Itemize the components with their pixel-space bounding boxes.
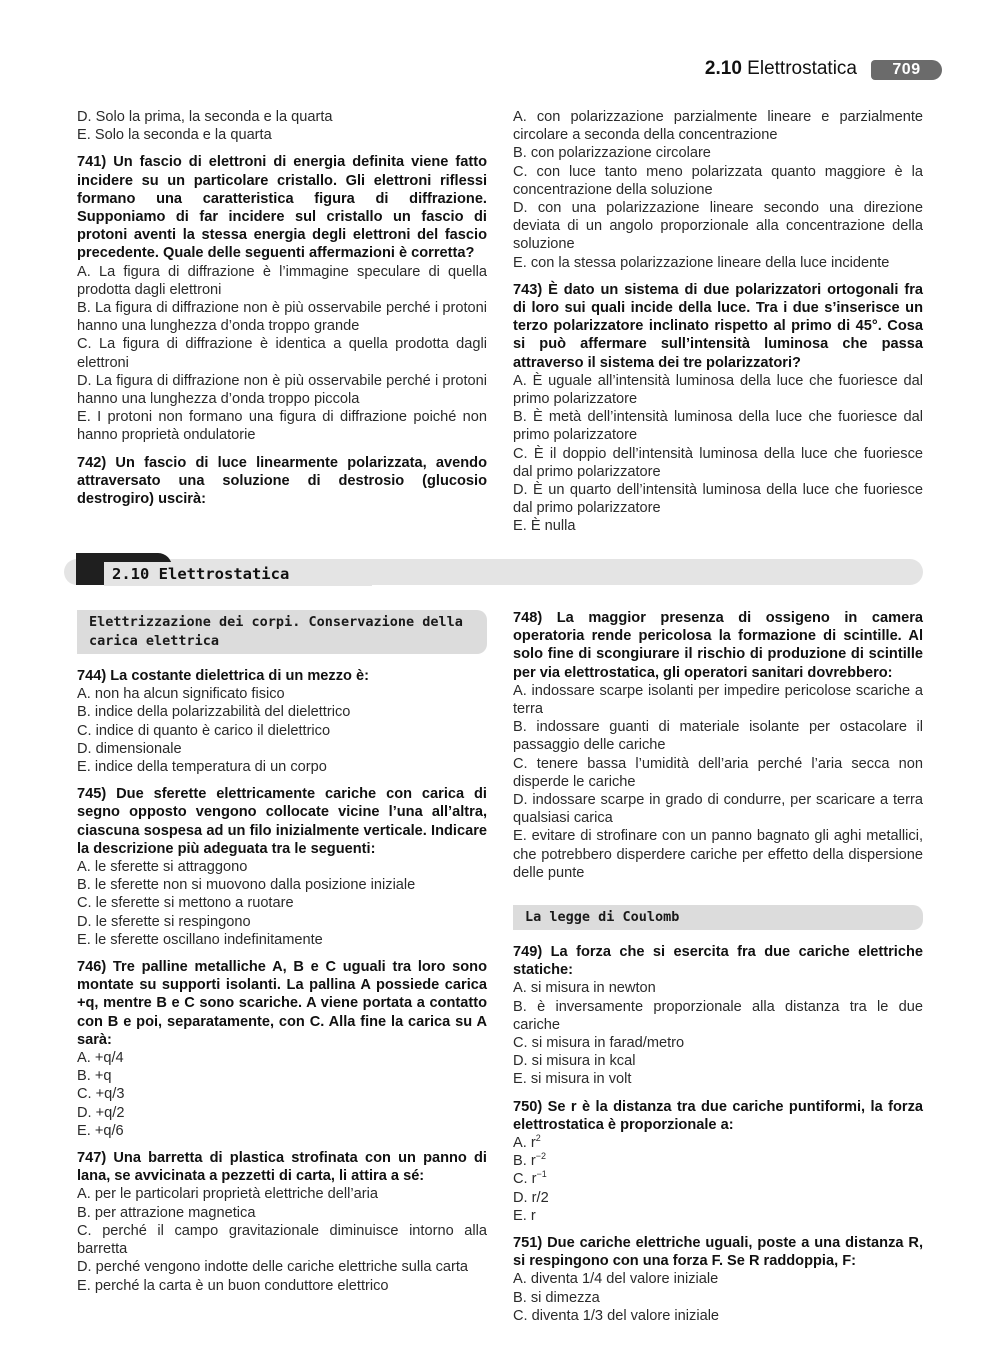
question-text — [77, 785, 487, 858]
item-text: B. indice della polarizzabilità del dielettrico — [77, 704, 351, 721]
item-text: C. perché il campo gravitazionale diminuisce intorno alla barretta — [77, 1222, 487, 1258]
answer-option — [77, 913, 487, 931]
item-text: A. non ha alcun significato fisico — [77, 686, 285, 703]
answer-option — [513, 1070, 923, 1088]
item-text: B. si dimezza — [513, 1289, 600, 1306]
answer-option — [513, 254, 923, 272]
item-text: E. indice della temperatura di un corpo — [77, 759, 327, 776]
question-text — [77, 1149, 487, 1185]
item-text: 745) Due sferette elettricamente cariche con carica di segno opposto vengono collocate vicine l’una all’altra, ciascuna sospesa ad un filo inizialmente verticale. Indicare la descrizione più adeguata tra le seguenti: — [77, 786, 487, 857]
item-text: B. con polarizzazione circolare — [513, 145, 711, 162]
question-text — [77, 153, 487, 262]
item-text: E. le sferette oscillano indefinitamente — [77, 931, 323, 948]
answer-option — [513, 682, 923, 718]
item-text: C. La figura di diffrazione è identica a quella prodotta dagli elettroni — [77, 336, 487, 371]
answer-option — [77, 1122, 487, 1140]
answer-option — [77, 685, 487, 703]
item-text: D. Solo la prima, la seconda e la quarta — [77, 109, 333, 125]
item-text: D. con una polarizzazione lineare secondo una direzione deviata di un angolo proporzionale alla concentrazione della soluzione — [513, 200, 923, 253]
answer-option — [77, 372, 487, 408]
answer-option — [77, 126, 487, 144]
item-text: B. le sferette non si muovono dalla posizione iniziale — [77, 877, 416, 894]
answer-option — [77, 1049, 487, 1067]
answer-option — [513, 755, 923, 791]
item-text: C. si misura in farad/metro — [513, 1035, 685, 1052]
question-text — [77, 454, 487, 509]
answer-option — [77, 263, 487, 299]
answer-option — [77, 931, 487, 949]
item-text: B. è inversamente proporzionale alla distanza tra le due cariche — [513, 998, 923, 1033]
item-text: C. indice di quanto è carico il dielettrico — [77, 722, 331, 739]
answer-option — [77, 740, 487, 758]
item-text: A. le sferette si attraggono — [77, 859, 248, 876]
answer-option — [513, 144, 923, 162]
item-text: B. La figura di diffrazione non è più osservabile perché i protoni hanno una lunghezza d’onda troppo grande — [77, 300, 487, 335]
item-text: A. r — [513, 1135, 536, 1152]
item-text: 749) La forza che si esercita fra due cariche elettriche statiche: — [513, 944, 923, 979]
item-text: E. +q/6 — [77, 1122, 124, 1139]
subsection-heading-electrification: Elettrizzazione dei corpi. Conservazione della carica elettrica — [77, 610, 487, 654]
spacer — [513, 272, 923, 281]
running-header-title — [705, 58, 857, 80]
answer-option — [513, 1189, 923, 1207]
item-text: A. diventa 1/4 del valore iniziale — [513, 1271, 719, 1288]
answer-option — [513, 1207, 923, 1225]
item-text: E. Solo la seconda e la quarta — [77, 127, 272, 144]
item-text: B. indossare guanti di materiale isolante per ostacolare il passaggio delle cariche — [513, 719, 923, 754]
answer-option — [513, 199, 923, 254]
spacer — [77, 1140, 487, 1149]
answer-option — [513, 1270, 923, 1288]
item-text: D. r/2 — [513, 1189, 549, 1206]
answer-option — [513, 163, 923, 199]
item-text: C. r — [513, 1171, 537, 1188]
item-text: C. +q/3 — [77, 1086, 125, 1103]
spacer — [77, 445, 487, 454]
item-text: B. È metà dell’intensità luminosa della luce che fuoriesce dal primo polarizzatore — [513, 409, 923, 444]
answer-option — [77, 1222, 487, 1258]
item-text: E. perché la carta è un buon conduttore elettrico — [77, 1277, 389, 1294]
answer-option — [513, 1134, 923, 1152]
right-column-bottom-a — [513, 609, 923, 882]
answer-option — [513, 372, 923, 408]
item-text: A. È uguale all’intensità luminosa della luce che fuoriesce dal primo polarizzatore — [513, 372, 923, 408]
item-text: 742) Un fascio di luce linearmente polarizzata, avendo attraversato una soluzione di destrosio (glucosio destrogiro) uscirà: — [77, 454, 487, 508]
question-text — [77, 958, 487, 1049]
answer-option — [513, 1307, 923, 1325]
question-text — [513, 1098, 923, 1134]
answer-option — [513, 481, 923, 517]
answer-option — [513, 1170, 923, 1188]
exponent: 2 — [535, 1133, 541, 1144]
answer-option — [77, 1104, 487, 1122]
answer-option — [77, 1277, 487, 1295]
item-text: D. perché vengono indotte delle cariche elettriche sulla carta — [77, 1259, 469, 1276]
answer-option — [513, 1289, 923, 1307]
item-text: D. le sferette si respingono — [77, 913, 251, 930]
page-number: 709 — [871, 60, 942, 80]
right-column-bottom-b — [513, 943, 923, 1325]
answer-option — [77, 722, 487, 740]
answer-option — [77, 876, 487, 894]
right-column-top — [513, 108, 923, 536]
question-text — [77, 667, 487, 685]
answer-option — [513, 108, 923, 144]
spacer — [513, 1089, 923, 1098]
answer-option — [513, 445, 923, 481]
spacer — [77, 144, 487, 153]
answer-option — [77, 1204, 487, 1222]
item-text: D. +q/2 — [77, 1104, 125, 1121]
answer-option — [77, 108, 487, 126]
item-text: D. dimensionale — [77, 740, 182, 757]
answer-option — [77, 335, 487, 371]
question-text — [513, 281, 923, 372]
header-section-title: Elettrostatica — [747, 58, 857, 79]
exponent: −1 — [536, 1169, 547, 1180]
left-column-bottom — [77, 667, 487, 1295]
item-text: E. evitare di strofinare con un panno bagnato gli aghi metallici, che potrebbero disperdere cariche per effetto della dispersione delle punte — [513, 828, 923, 881]
item-text: A. La figura di diffrazione è l’immagine speculare di quella prodotta dagli elettroni — [77, 263, 487, 298]
question-text — [513, 609, 923, 682]
item-text: A. si misura in newton — [513, 980, 656, 997]
spacer — [77, 776, 487, 785]
spacer — [513, 1225, 923, 1234]
answer-option — [77, 758, 487, 776]
item-text: 748) La maggior presenza di ossigeno in camera operatoria rende pericolosa la formazione di scintille. Al solo fine di scongiurare il rischio di produzione di scintille per via elettrostatica, gli operatori sanitari dovrebbero: — [513, 610, 923, 681]
exponent: −2 — [535, 1151, 546, 1162]
item-text: E. È nulla — [513, 518, 576, 535]
answer-option — [513, 408, 923, 444]
answer-option — [77, 1085, 487, 1103]
item-text: D. si misura in kcal — [513, 1053, 636, 1070]
answer-option — [77, 1185, 487, 1203]
item-text: 743) È dato un sistema di due polarizzatori ortogonali fra di loro sui quali incide della luce. Tra i due s’inserisce un terzo polarizzatore inclinato rispetto al primo di 45°. Cosa si può affermare sull’intensità luminosa che passa attraverso il sistema dei tre polarizzatori? — [513, 281, 923, 371]
subsection-heading-coulomb: La legge di Coulomb — [513, 905, 923, 930]
item-text: 746) Tre palline metalliche A, B e C uguali tra loro sono montate su supporti isolanti. La pallina A possiede carica +q, mentre B e C sono scariche. A viene portata a contatto con B e poi, separatamente, con C. Alla fine la carica su A sarà: — [77, 959, 487, 1048]
item-text: B. per attrazione magnetica — [77, 1204, 256, 1221]
answer-option — [513, 979, 923, 997]
question-text — [513, 1234, 923, 1270]
item-text: 747) Una barretta di plastica strofinata con un panno di lana, se avvicinata a pezzetti di carta, li attira a sé: — [77, 1150, 487, 1185]
answer-option — [513, 1034, 923, 1052]
question-text — [513, 943, 923, 979]
answer-option — [513, 718, 923, 754]
answer-option — [513, 1052, 923, 1070]
item-text: 744) La costante dielettrica di un mezzo è: — [77, 668, 369, 684]
item-text: C. tenere bassa l’umidità dell’aria perché l’aria secca non disperde le cariche — [513, 755, 923, 790]
answer-option — [77, 894, 487, 912]
answer-option — [77, 1258, 487, 1276]
item-text: A. +q/4 — [77, 1050, 124, 1067]
item-text: A. per le particolari proprietà elettriche dell’aria — [77, 1186, 378, 1203]
item-text: B. r — [513, 1153, 536, 1170]
answer-option — [513, 1152, 923, 1170]
item-text: C. le sferette si mettono a ruotare — [77, 895, 294, 912]
item-text: 741) Un fascio di elettroni di energia definita viene fatto incidere su un particolare cristallo. Gli elettroni riflessi formano una caratteristica figura di diffrazione. Supponiamo di far incidere sul cristallo un fascio di protoni aventi la stessa energia degli elettroni del fascio precedente. Quale delle seguenti affermazioni è corretta? — [77, 154, 487, 262]
item-text: A. con polarizzazione parzialmente lineare e parzialmente circolare a seconda della concentrazione — [513, 109, 923, 144]
item-text: 750) Se r è la distanza tra due cariche puntiformi, la forza elettrostatica è proporzionale a: — [513, 1098, 923, 1133]
item-text: 751) Due cariche elettriche uguali, poste a una distanza R, si respingono con una forza F. Se R raddoppia, F: — [513, 1235, 923, 1270]
item-text: E. r — [513, 1207, 536, 1224]
item-text: E. si misura in volt — [513, 1071, 632, 1088]
spacer — [77, 949, 487, 958]
item-text: B. +q — [77, 1068, 112, 1085]
item-text: E. con la stessa polarizzazione lineare della luce incidente — [513, 254, 890, 271]
item-text: D. La figura di diffrazione non è più osservabile perché i protoni hanno una lunghezza d’onda troppo piccola — [77, 372, 487, 408]
answer-option — [77, 703, 487, 721]
answer-option — [513, 827, 923, 882]
header-section-number: 2.10 — [704, 58, 742, 79]
item-text: C. È il doppio dell’intensità luminosa della luce che fuoriesce dal primo polarizzatore — [513, 445, 923, 480]
answer-option — [513, 998, 923, 1034]
item-text: C. con luce tanto meno polarizzata quanto maggiore è la concentrazione della soluzione — [513, 163, 923, 198]
item-text: D. indossare scarpe in grado di condurre, per scaricare a terra qualsiasi carica — [513, 792, 923, 827]
item-text: D. È un quarto dell’intensità luminosa della luce che fuoriesce dal primo polarizzatore — [513, 482, 923, 517]
answer-option — [77, 408, 487, 444]
answer-option — [513, 517, 923, 535]
answer-option — [77, 1067, 487, 1085]
item-text: C. diventa 1/3 del valore iniziale — [513, 1307, 720, 1324]
answer-option — [77, 299, 487, 335]
item-text: E. I protoni non formano una figura di diffrazione poiché non hanno proprietà ondulatorie — [77, 409, 487, 444]
answer-option — [77, 858, 487, 876]
left-column-top — [77, 108, 487, 508]
answer-option — [513, 791, 923, 827]
item-text: A. indossare scarpe isolanti per impedire pericolose scariche a terra — [513, 682, 923, 718]
section-heading: 2.10 Elettrostatica — [104, 562, 372, 586]
